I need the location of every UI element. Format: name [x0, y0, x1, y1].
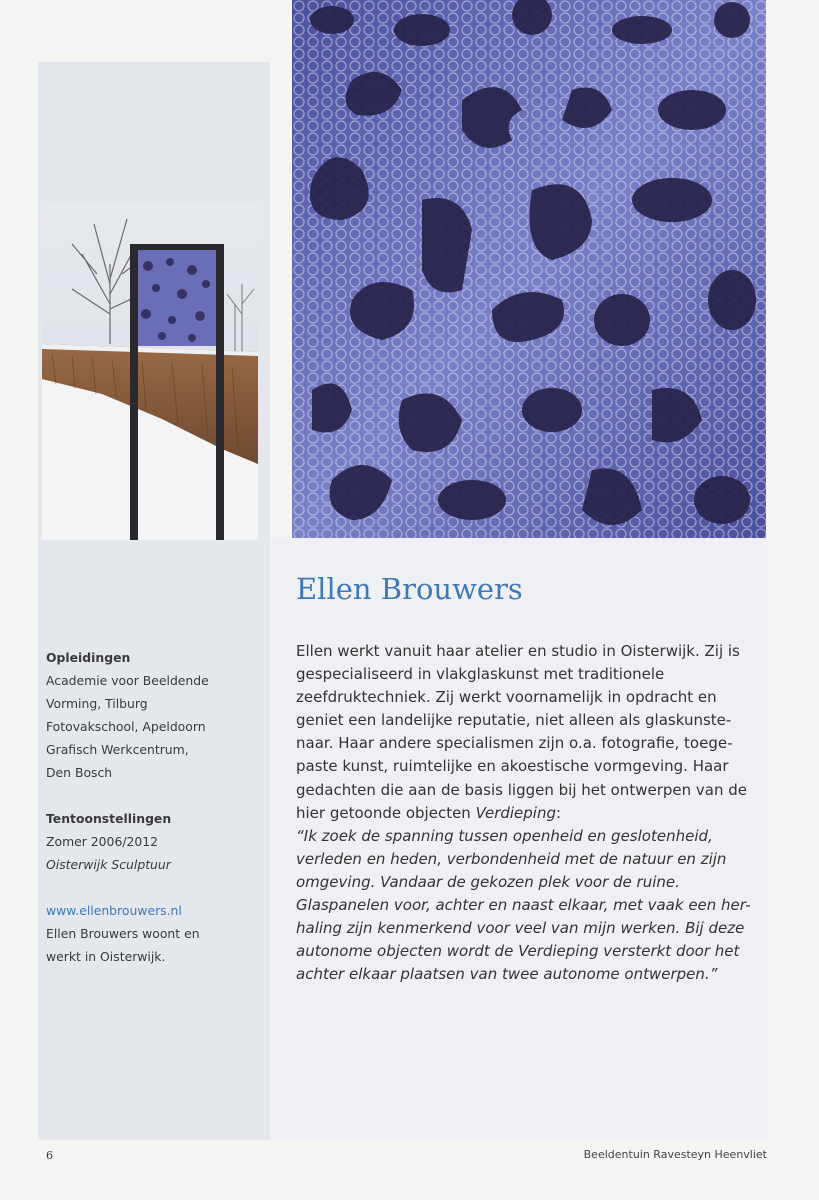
sidebar-info [46, 646, 264, 968]
spacer [46, 784, 264, 807]
sculpture-photo-winter [42, 204, 258, 540]
exhibition-period: Zomer 2006/2012 [46, 834, 159, 849]
glass-artwork-closeup [292, 0, 766, 538]
spacer [46, 876, 264, 899]
publication-name: Beeldentuin Ravesteyn Heenvliet [583, 1148, 767, 1161]
article-paragraph [296, 640, 766, 825]
article-title: Ellen Brouwers [296, 572, 523, 606]
education-item: Vorming, Tilburg [46, 696, 148, 711]
residence-line: Ellen Brouwers woont en [46, 926, 200, 941]
website-link[interactable]: www.ellenbrouwers.nl [46, 903, 182, 918]
education-item: Den Bosch [46, 765, 113, 780]
education-heading: Opleidingen [46, 650, 131, 665]
residence-line: werkt in Oisterwijk. [46, 949, 166, 964]
intro-colon: : [556, 803, 562, 822]
education-item: Academie voor Beeldende [46, 673, 209, 688]
artist-quote: “Ik zoek de spanning tussen openheid en geslotenheid, verleden en heden, verbondenheid met de natuur en zijn omgeving. Vandaar de gekozen plek voor de ruine. Glaspanelen voor, achter en naast elkaar, met vaak een her-haling zijn kenmerkend voor veel van mijn werken. Bij deze autonome objecten wordt de Verdieping versterkt door het achter elkaar plaatsen van twee autonome ontwerpen.” [296, 826, 751, 984]
exhibitions-heading: Tentoonstellingen [46, 811, 172, 826]
article-paragraph-text: Ellen werkt vanuit haar atelier en studio in Oisterwijk. Zij is gespecialiseerd in vlakglaskunst met traditionele zeefdruktechniek. Zij werkt voornamelijk in opdracht en geniet een landelijke reputatie, niet alleen als glaskunste-naar. Haar andere specialismen zijn o.a. fotografie, toege-paste kunst, ruimtelijke en akoestische vormgeving. Haar gedachten die aan de basis liggen bij het ontwerpen van de hier getoonde objecten [296, 642, 747, 822]
article-body [296, 640, 766, 986]
page-number: 6 [46, 1149, 53, 1162]
education-item: Grafisch Werkcentrum, [46, 742, 189, 757]
education-item: Fotovakschool, Apeldoorn [46, 719, 206, 734]
project-name: Verdieping [475, 803, 557, 822]
exhibition-name: Oisterwijk Sculptuur [46, 857, 171, 872]
